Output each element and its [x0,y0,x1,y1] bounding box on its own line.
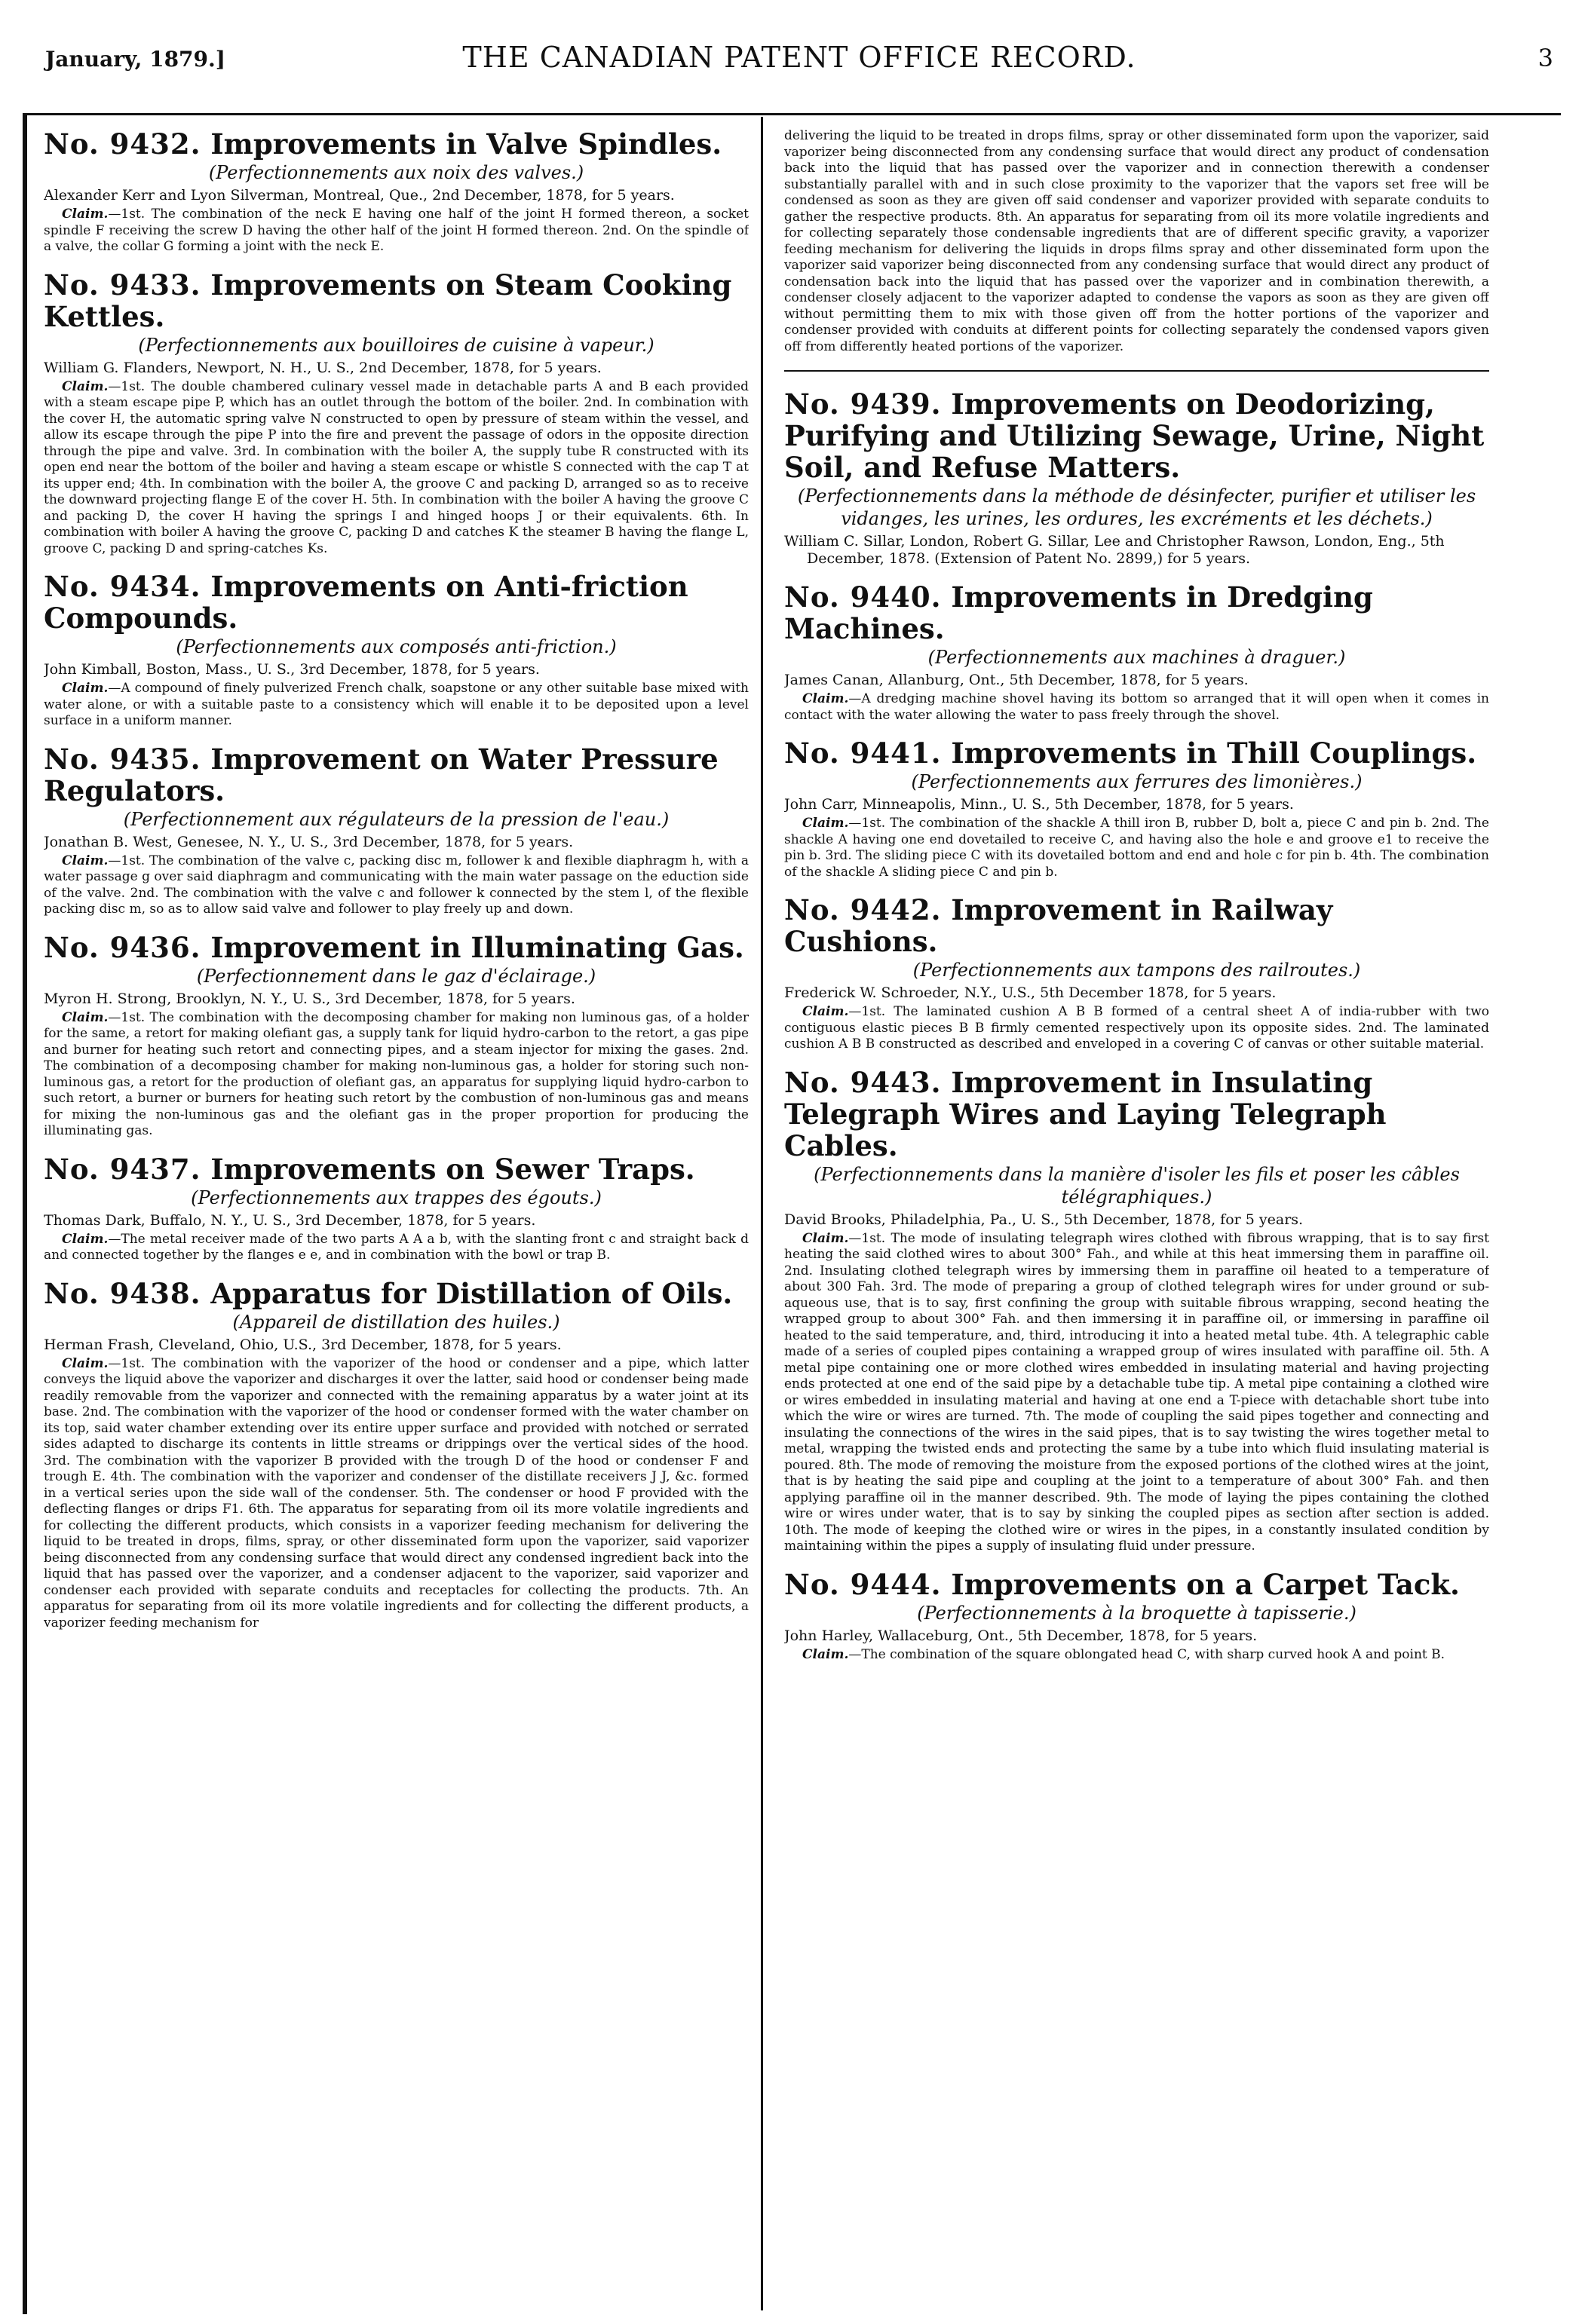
claim-body: —1st. The laminated cushion A B B formed of a central sheet A of india-rubber with two contiguous elastic pieces B B firmly cemented respectively upon its opposite sides. 2nd. The laminated cushion A B B constructed as described and enveloped in a covering C of canvas or other suitable material. [784,1004,1489,1052]
claim-label: Claim. [62,207,109,222]
patent-entry-9437 [44,1153,749,1264]
inventor-line: Herman Frash, Cleveland, Ohio, U.S., 3rd December, 1878, for 5 years. [44,1336,562,1353]
claim-body: —The metal receiver made of the two parts A A a b, with the slanting front c and straight back d and connected together by the flanges e e, and in combination with the bowl or trap B. [44,1231,749,1263]
claim-text [784,1647,1489,1664]
claim-label: Claim. [802,1646,849,1662]
left-column [44,128,749,2299]
patent-number: No. 9443. [784,1065,942,1099]
patent-entry-9439 [784,388,1489,568]
claim-text [44,681,749,730]
claim-body: —1st. The combination with the vaporizer of the hood or condenser and a pipe, which latter conveys the liquid above the vaporizer and discharges it over the latter, said hood or condenser being made readily removable from the vaporizer and connected with the remaining apparatus by a water joint at its base. 2nd. The combination with the vaporizer of the hood or condenser formed with the water chamber on its top, said water chamber extending over its entire upper surface and provided with notched or serrated sides adapted to discharge its contents in little streams or drippings over the vertical sides of the hood. 3rd. The combination with the vaporizer B provided with the trough D of the hood or condenser F and trough E. 4th. The combination with the vaporizer and condenser of the distillate receivers J J, &c. formed in a vertical series upon the side wall of the condenser. 5th. The condenser or hood F provided with the deflecting flanges or drips F1. 6th. The apparatus for separating from oil its more volatile ingredients and for collecting the different products, which consists in a vaporizer feeding mechanism for delivering the liquid to be treated in drops, films, spray, or other disseminated form upon the vaporizer, said vaporizer being disconnected from any condensing surface that would direct any condensed ingredient back into the liquid that has passed over the vaporizer, and a condenser adjacent to the vaporizer, said vaporizer and condenser each provided with separate conduits and receptacles for collecting the products. 7th. An apparatus for separating from oil its more volatile ingredients and for collecting the different products, a vaporizer feeding mechanism for [44,1355,749,1630]
patent-number: No. 9441. [784,736,942,770]
patent-heading [784,581,1489,645]
french-title: (Perfectionnements aux noix des valves.) [208,162,584,183]
patent-title: Improvements in Dredging Machines. [784,580,1373,645]
claim-body: —1st. The mode of insulating telegraph wires clothed with fibrous wrapping, that is to say first heating the said clothed wires to about 300° Fah., and while at this heat immersing them in paraffine oil. 2nd. Insulating clothed telegraph wires by immersing them in paraffine oil heated to a temperature of about 300 Fah. 3rd. The mode of preparing a group of clothed telegraph wires for under ground or sub-aqueous use, that is to say, first confining the group with suitable fibrous wrapping, second heating the wrapped group to about 300° Fah. and then immersing it in paraffine oil, or immersing in paraffine oil heated to the said temperature, and, third, introducing it into a heated metal tube. 4th. A telegraphic cable made of a series of coupled pipes containing a wrapped group of wires insulated with paraffine oil. 5th. A metal pipe containing one or more clothed wires embedded in insulating material and having projecting ends protected at one end of the said pipe by a detachable tube tip. A metal pipe containing a clothed wire or wires embedded in insulating material and having at one end a T-piece with detachable short tube into which the wire or wires are turned. 7th. The mode of coupling the said pipes together and connecting and insulating the connections of the wires in the said pipes, that is to say twisting the wires together metal to metal, wrapping the twisted ends and protecting the same by a tube into which fluid insulating material is poured. 8th. The mode of removing the moisture from the exposed portions of the clothed wires at the joint, that is by heating the said pipe and coupling at the joint to a temperature of about 300° Fah. and then applying paraffine oil in the manner described. 9th. The mode of laying the pipes containing the clothed wire or wires under water, that is to say by sinking the coupled pipes as section after section is added. 10th. The mode of keeping the clothed wire or wires in the pipes, in a constantly insulated condition by maintaining within the pipes a supply of insulating fluid under pressure. [784,1230,1489,1554]
patent-number: No. 9438. [44,1276,201,1310]
claim-text [44,1356,749,1632]
patent-title: Improvements on Anti-friction Compounds. [44,570,688,635]
inventor-line: William G. Flanders, Newport, N. H., U. S., 2nd December, 1878, for 5 years. [44,359,602,376]
french-title: (Perfectionnements aux tampons des railroutes.) [912,960,1361,981]
claim-text [44,1232,749,1264]
claim-text [784,1004,1489,1053]
patent-entry-9444 [784,1569,1489,1664]
claim-body: —1st. The combination of the valve c, packing disc m, follower k and flexible diaphragm h, with a water passage g over said diaphragm and communicating with the main water passage on the eduction side of the valve. 2nd. The combination with the valve c and follower k connected by the stem l, of the flexible packing disc m, so as to allow said valve and follower to play freely up and down. [44,853,749,917]
patent-entry-9438 [44,1278,749,1632]
french-title: (Perfectionnements aux composés anti-friction.) [176,636,617,657]
inventor-line: William C. Sillar, London, Robert G. Sillar, Lee and Christopher Rawson, London, Eng., 5th December, 1878. (Extension of Patent No. 2899,) for 5 years. [784,533,1445,567]
patent-heading [784,1067,1489,1162]
patent-title: Improvement on Water Pressure Regulators. [44,742,719,807]
patent-entry-9435 [44,743,749,918]
patent-title: Apparatus for Distillation of Oils. [210,1276,733,1310]
claim-label: Claim. [802,1230,849,1246]
patent-number: No. 9434. [44,570,201,603]
french-title: (Perfectionnement aux régulateurs de la pression de l'eau.) [123,808,670,830]
patent-heading [784,737,1489,769]
patent-entry-9442 [784,894,1489,1053]
claim-text [44,1010,749,1140]
claim-body: —A compound of finely pulverized French chalk, soapstone or any other suitable base mixed with water alone, or with a suitable paste to a consistency which will enable it to be deposited upon a level surface in a uniform manner. [44,681,749,728]
patent-heading [44,1278,749,1309]
claim-label: Claim. [802,816,849,831]
patent-number: No. 9437. [44,1152,201,1186]
patent-entry-9441 [784,737,1489,880]
inventor-line: James Canan, Allanburg, Ont., 5th December, 1878, for 5 years. [784,672,1249,688]
claim-label: Claim. [62,1355,109,1371]
claim-label: Claim. [62,1231,109,1247]
french-title: (Perfectionnement dans le gaz d'éclairage.) [196,965,596,987]
claim-body: —1st. The combination with the decomposing chamber for making non luminous gas, of a holder for the same, a retort for making olefiant gas, a supply tank for liquid hydro-carbon to the retort, a gas pipe and burner for heating such retort and connecting pipes, and a steam injector for mixing the gases. 2nd. The combination of a decomposing chamber for making non-luminous gas, a holder for storing such non-luminous gas, a retort for the production of olefiant gas, an apparatus for supplying liquid hydro-carbon to such retort, a burner or burners for heating such retort by the combustion of non-luminous gas and means for mixing the non-luminous gas and the olefiant gas in the proper proportion for producing the illuminating gas. [44,1009,749,1138]
patent-number: No. 9435. [44,742,201,776]
patent-heading [44,571,749,634]
patent-number: No. 9439. [784,387,942,421]
patent-heading [44,743,749,807]
claim-text [44,853,749,918]
patent-number: No. 9442. [784,893,942,926]
patent-title: Improvement in Railway Cushions. [784,893,1333,958]
french-title: (Perfectionnements dans la méthode de désinfecter, purifier et utiliser les vidanges, les urines, les ordures, les excréments et les déchets.) [797,485,1476,529]
french-title: (Perfectionnements dans la manière d'isoler les fils et poser les câbles télégraphiques.) [814,1163,1460,1208]
claim-label: Claim. [62,681,109,696]
inventor-line: John Harley, Wallaceburg, Ont., 5th December, 1878, for 5 years. [784,1627,1258,1644]
french-title: (Perfectionnements aux ferrures des limonières.) [911,771,1363,792]
french-title: (Appareil de distillation des huiles.) [232,1311,560,1333]
claim-text [44,207,749,256]
patent-title: Improvements on a Carpet Tack. [951,1567,1460,1601]
patent-title: Improvements in Valve Spindles. [210,128,722,161]
patent-heading [784,1569,1489,1600]
claim-label: Claim. [62,1009,109,1025]
patent-heading [44,128,749,160]
claim-label: Claim. [802,1004,849,1019]
patent-entry-9443 [784,1067,1489,1555]
patent-heading [784,894,1489,957]
patent-entry-9440 [784,581,1489,724]
patent-heading [44,1153,749,1185]
patent-heading [44,932,749,963]
inventor-line: Alexander Kerr and Lyon Silverman, Montreal, Que., 2nd December, 1878, for 5 years. [44,187,675,204]
inventor-line: Thomas Dark, Buffalo, N. Y., U. S., 3rd December, 1878, for 5 years. [44,1211,536,1229]
claim-text [784,691,1489,724]
inventor-line: Jonathan B. West, Genesee, N. Y., U. S., 3rd December, 1878, for 5 years. [44,833,574,850]
running-head [45,39,1553,84]
inventor-line: Myron H. Strong, Brooklyn, N. Y., U. S., 3rd December, 1878, for 5 years. [44,990,575,1007]
claim-body: —1st. The combination of the neck E having one half of the joint H formed thereon, a socket spindle F receiving the screw D having the other half of the joint H formed thereon. 2nd. On the spindle of a valve, the collar G forming a joint with the neck E. [44,207,749,254]
patent-number: No. 9432. [44,128,201,161]
claim-body: —1st. The double chambered culinary vessel made in detachable parts A and B each provided with a steam escape pipe P, which has an outlet through the bottom of the boiler. 2nd. In combination with the cover H, the automatic spring valve N constructed to open by pressure of steam within the vessel, and allow its escape through the pipe P into the fire and prevent the passage of odors in the opposite direction through the pipe and valve. 3rd. In combination with the boiler A, the supply tube R constructed with its open end near the bottom of the boiler and having a steam escape or whistle S connected with the cap T at its upper end; 4th. In combination with the boiler A, the groove C and packing D, arranged so as to receive the downward projecting flange E of the cover H. 5th. In combination with the boiler A having the groove C and packing D, the cover H having the springs I and hinged hoops J or their equivalents. 6th. In combination with boiler A having the groove C, packing D and catches K the steamer B having the flange L, groove C, packing D and spring-catches Ks. [44,378,749,556]
patent-title: Improvements on Deodorizing, Purifying and Utilizing Sewage, Urine, Night Soil, and Refuse Matters. [784,387,1485,484]
french-title: (Perfectionnements à la broquette à tapisserie.) [917,1602,1356,1624]
page-number: 3 [1537,44,1553,72]
patent-title: Improvements on Steam Cooking Kettles. [44,268,732,333]
claim-body: —The combination of the square oblongated head C, with sharp curved hook A and point B. [848,1646,1445,1662]
french-title: (Perfectionnements aux trappes des égouts.) [191,1186,602,1208]
claim-text [784,1231,1489,1555]
inventor-line: Frederick W. Schroeder, N.Y., U.S., 5th December 1878, for 5 years. [784,984,1277,1001]
patent-entry-9433 [44,269,749,558]
claim-label: Claim. [62,378,109,394]
claim-continuation: delivering the liquid to be treated in drops films, spray or other disseminated form upon the vaporizer, said vaporizer being disconnected from any condensing surface that would direct any product of condensation back into the liquid that has passed over the vaporizer and in connection therewith a condenser substantially parallel with and in such close proximity to the vaporizer that the vapors set free will be condensed as soon as they are given off said condenser and vaporizer provided with separate conduits to gather the respective products. 8th. An apparatus for separating from oil its more volatile ingredients and for collecting separately those condensable ingredients that are of different specific gravity, a vaporizer feeding mechanism for delivering the liquids in drops films spray and other disseminated form upon the vaporizer said vaporizer being disconnected from any condensing surface that would direct any product of condensation back into the liquid that has passed over the vaporizer and in combination therewith, a condenser closely adjacent to the vaporizer adapted to condense the vapors as soon as they are given off without permitting them to mix with those given off from the hotter portions of the vaporizer and condenser provided with conduits at different points for collecting separately the condensed vapors given off from differently heated portions of the vaporizer. [784,128,1489,354]
patent-heading [784,388,1489,483]
patent-entry-9436 [44,932,749,1140]
column-divider [761,117,763,2310]
claim-text [44,379,749,558]
section-rule [784,370,1489,372]
patent-title: Improvements on Sewer Traps. [210,1152,695,1186]
right-column [784,128,1489,2299]
claim-label: Claim. [62,853,109,868]
patent-entry-9432 [44,128,749,256]
patent-number: No. 9433. [44,268,201,302]
french-title: (Perfectionnements aux bouilloires de cuisine à vapeur.) [138,334,654,356]
inventor-line: John Carr, Minneapolis, Minn., U. S., 5th December, 1878, for 5 years. [784,796,1294,813]
patent-title: Improvements in Thill Couplings. [951,736,1477,770]
patent-heading [44,269,749,332]
frame-top-rule [23,113,1561,115]
claim-text [784,816,1489,880]
french-title: (Perfectionnements aux machines à draguer.) [927,647,1346,668]
claim-body: —A dredging machine shovel having its bottom so arranged that it will open when it comes in contact with the water allowing the water to pass freely through the shovel. [784,691,1489,723]
claim-label: Claim. [802,691,849,706]
issue-date: January, 1879.] [45,47,226,72]
patent-number: No. 9440. [784,580,942,614]
patent-number: No. 9436. [44,930,201,964]
claim-body: —1st. The combination of the shackle A thill iron B, rubber D, bolt a, piece C and pin b. 2nd. The shackle A having one end dovetailed to receive C, and having also the hole e and groove e1 to receive the pin b. 3rd. The sliding piece C with its dovetailed bottom and end and hole c for pin b. 4th. The combination of the shackle A sliding piece C and pin b. [784,816,1489,880]
patent-number: No. 9444. [784,1567,942,1601]
patent-title: Improvement in Illuminating Gas. [210,930,744,964]
inventor-line: David Brooks, Philadelphia, Pa., U. S., 5th December, 1878, for 5 years. [784,1211,1304,1228]
inventor-line: John Kimball, Boston, Mass., U. S., 3rd December, 1878, for 5 years. [44,661,540,678]
patent-entry-9434 [44,571,749,730]
patent-title: Improvement in Insulating Telegraph Wires and Laying Telegraph Cables. [784,1065,1387,1162]
journal-title: THE CANADIAN PATENT OFFICE RECORD. [462,41,1136,74]
